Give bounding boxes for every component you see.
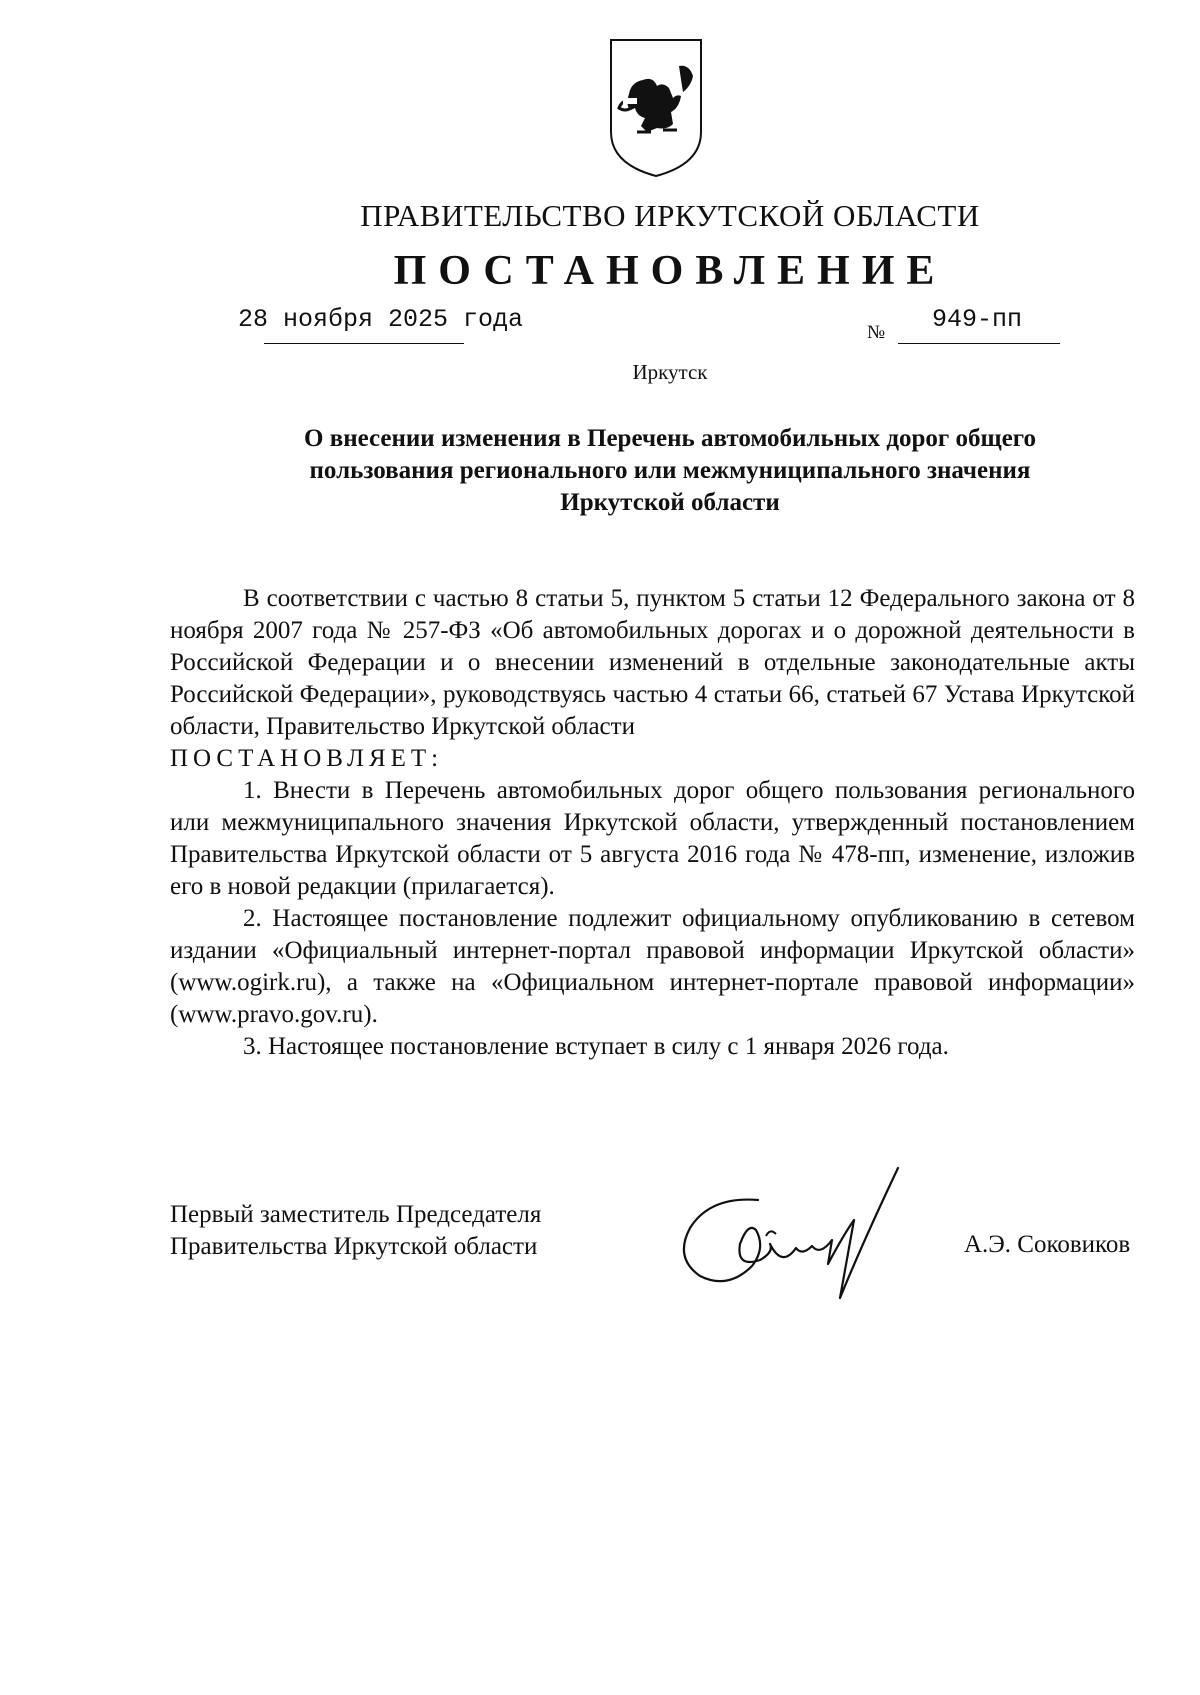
- signer-position-line-2: Правительства Иркутской области: [170, 1233, 538, 1260]
- date-underline: [264, 343, 464, 344]
- signer-name: А.Э. Соковиков: [964, 1231, 1131, 1258]
- resolves-heading: ПОСТАНОВЛЯЕТ:: [170, 745, 444, 772]
- signer-position-line-1: Первый заместитель Председателя: [170, 1201, 542, 1228]
- document-date: 28 ноября 2025 года: [238, 305, 524, 334]
- item-1-paragraph: 1. Внести в Перечень автомобильных дорог общего пользования регионального или межмуниципального значения Иркутской области, утвержденный постановлением Правительства Иркутской области от 5 августа 2016 года № 478-пп, изменение, изложив его в новой редакции (прилагается).: [170, 777, 1135, 900]
- preamble-paragraph: В соответствии с частью 8 статьи 5, пунктом 5 статьи 12 Федерального закона от 8 ноября 2007 года № 257-ФЗ «Об автомобильных дорогах и о дорожной деятельности в Российской Федерации и о внесении изменений в отдельные законодательные акты Российской Федерации», руководствуясь частью 4 статьи 66, статьей 67 Устава Иркутской области, Правительство Иркутской области: [170, 585, 1135, 740]
- item-2-paragraph: 2. Настоящее постановление подлежит официальному опубликованию в сетевом издании «Официальный интернет-портал правовой информации Иркутской области» (www.ogirk.ru), а также на «Официальном интернет-портале правовой информации» (www.pravo.gov.ru).: [170, 905, 1135, 1028]
- number-underline: [898, 343, 1060, 344]
- item-3-paragraph: 3. Настоящее постановление вступает в силу с 1 января 2026 года.: [243, 1033, 949, 1060]
- number-sign: №: [867, 322, 886, 343]
- city-name: Иркутск: [632, 360, 708, 384]
- signature-icon: [670, 1148, 920, 1323]
- title-line-3: Иркутской области: [560, 489, 780, 516]
- title-line-2: пользования регионального или межмуниципального значения: [309, 457, 1031, 484]
- title-line-1: О внесении изменения в Перечень автомобильных дорог общего: [304, 425, 1036, 452]
- document-body: [170, 583, 1135, 1063]
- document-type: ПОСТАНОВЛЕНИЕ: [393, 248, 947, 294]
- coat-of-arms-icon: [607, 36, 705, 180]
- signer-position: [170, 1199, 541, 1263]
- document-number: 949-пп: [932, 305, 1023, 334]
- organization-name: ПРАВИТЕЛЬСТВО ИРКУТСКОЙ ОБЛАСТИ: [360, 198, 980, 233]
- document-title: [200, 423, 1140, 519]
